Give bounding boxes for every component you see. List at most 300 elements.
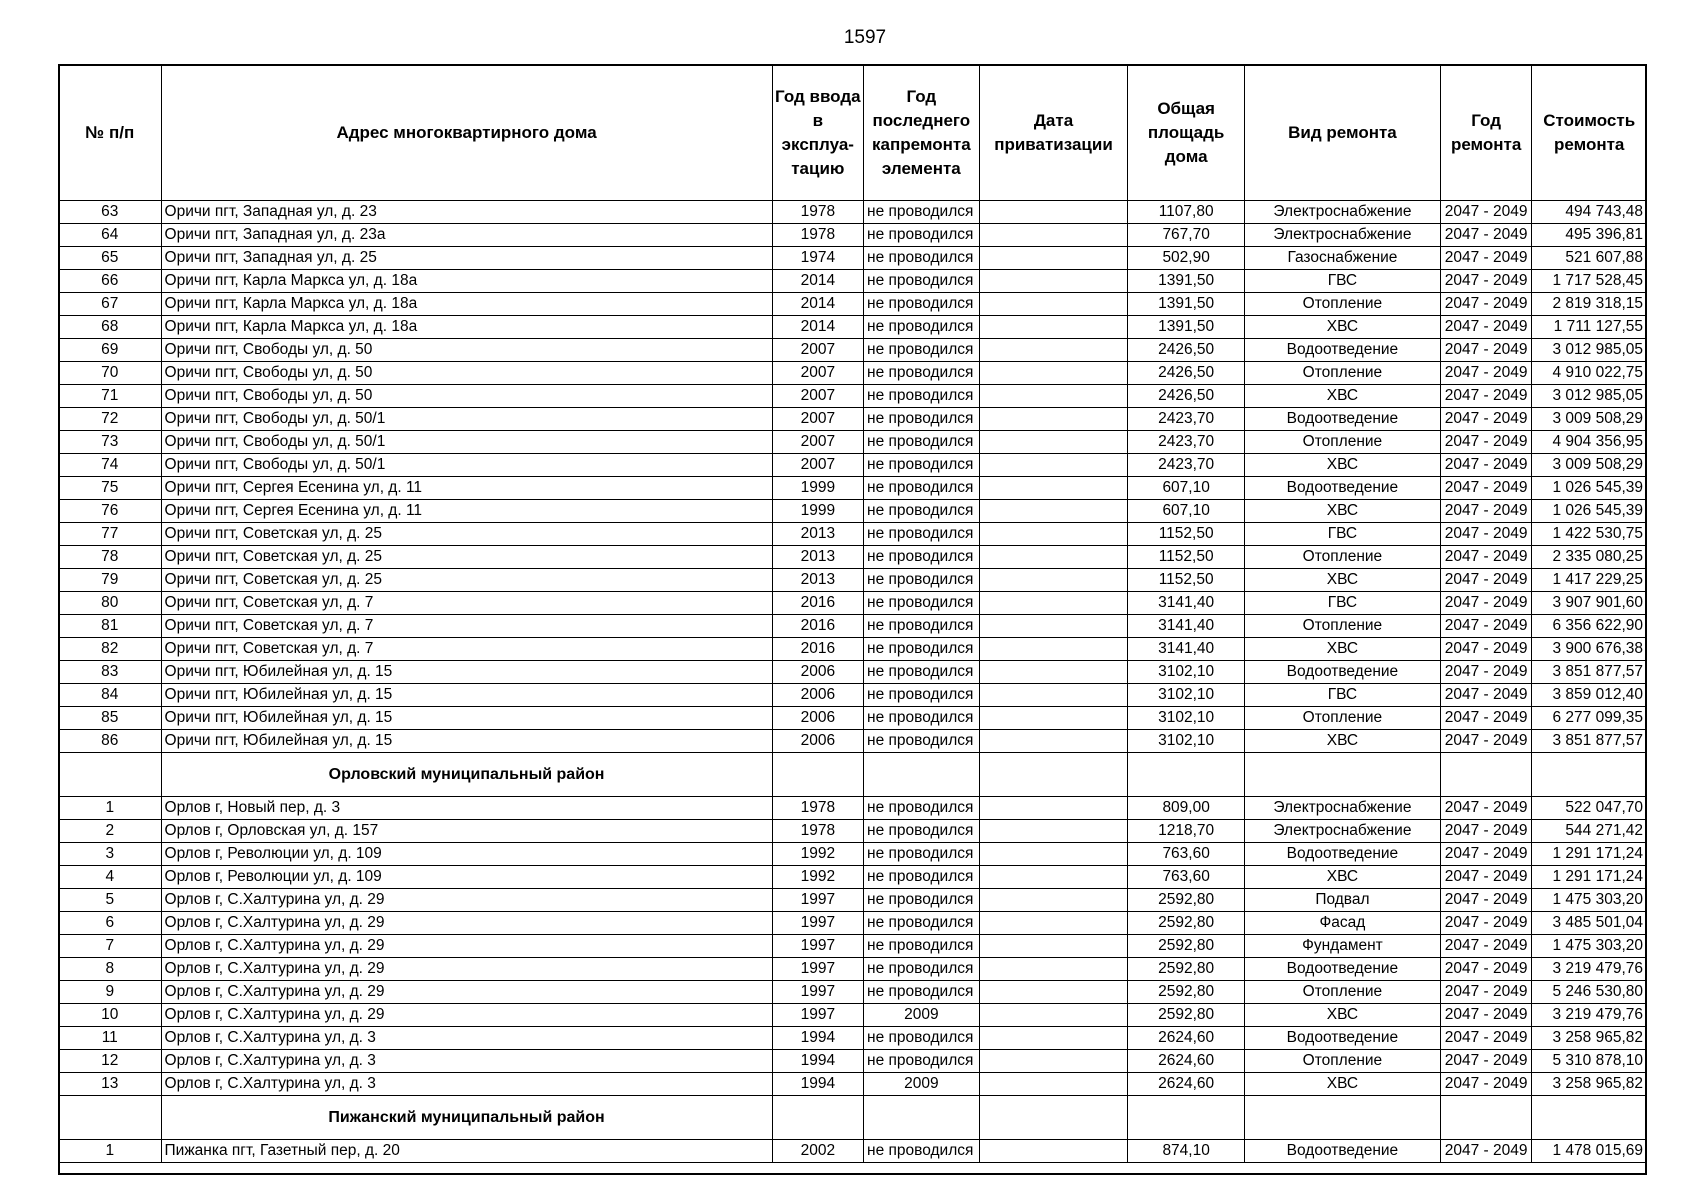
page-number: 1597 (843, 27, 887, 48)
address-cell: Орлов г, Новый пер, д. 3 (161, 797, 772, 820)
area-cell: 2426,50 (1128, 339, 1245, 362)
header-address: Адрес многоквартирного дома (161, 65, 772, 201)
section-empty-cell (59, 753, 162, 797)
cost-cell: 3 258 965,82 (1532, 1027, 1647, 1050)
repair-year-cell: 2047 - 2049 (1440, 1027, 1531, 1050)
repair-kind-cell: Электроснабжение (1244, 820, 1440, 843)
repair-year-cell: 2047 - 2049 (1440, 500, 1531, 523)
section-empty-cell (1440, 1096, 1531, 1140)
area-cell: 1391,50 (1128, 316, 1245, 339)
commission-year-cell: 2006 (772, 707, 863, 730)
repair-year-cell: 2047 - 2049 (1440, 454, 1531, 477)
last-repair-cell: не проводился (864, 684, 980, 707)
repair-year-cell: 2047 - 2049 (1440, 385, 1531, 408)
privatization-cell (979, 1004, 1128, 1027)
address-cell: Оричи пгт, Юбилейная ул, д. 15 (161, 684, 772, 707)
cost-cell: 521 607,88 (1532, 247, 1647, 270)
last-repair-cell: не проводился (864, 866, 980, 889)
last-repair-cell: не проводился (864, 638, 980, 661)
repair-year-cell: 2047 - 2049 (1440, 1073, 1531, 1096)
cost-cell: 3 907 901,60 (1532, 592, 1647, 615)
repair-kind-cell: ХВС (1244, 1004, 1440, 1027)
cost-cell: 1 475 303,20 (1532, 935, 1647, 958)
cost-cell: 544 271,42 (1532, 820, 1647, 843)
section-empty-cell (1244, 753, 1440, 797)
repair-kind-cell: Отопление (1244, 362, 1440, 385)
last-repair-cell: не проводился (864, 1027, 980, 1050)
row-number: 79 (59, 569, 162, 592)
repair-year-cell: 2047 - 2049 (1440, 661, 1531, 684)
cost-cell: 2 335 080,25 (1532, 546, 1647, 569)
repair-year-cell: 2047 - 2049 (1440, 820, 1531, 843)
repair-registry-table (58, 64, 1647, 1163)
table-row (59, 843, 1647, 866)
commission-year-cell: 1994 (772, 1073, 863, 1096)
address-cell: Оричи пгт, Советская ул, д. 25 (161, 569, 772, 592)
address-cell: Орлов г, Революции ул, д. 109 (161, 843, 772, 866)
row-number: 72 (59, 408, 162, 431)
address-cell: Оричи пгт, Юбилейная ул, д. 15 (161, 730, 772, 753)
row-number: 73 (59, 431, 162, 454)
address-cell: Орлов г, Революции ул, д. 109 (161, 866, 772, 889)
repair-kind-cell: Электроснабжение (1244, 797, 1440, 820)
privatization-cell (979, 912, 1128, 935)
repair-kind-cell: ХВС (1244, 638, 1440, 661)
commission-year-cell: 2007 (772, 362, 863, 385)
table-row (59, 661, 1647, 684)
address-cell: Оричи пгт, Западная ул, д. 25 (161, 247, 772, 270)
last-repair-cell: не проводился (864, 958, 980, 981)
repair-kind-cell: Отопление (1244, 546, 1440, 569)
last-repair-cell: не проводился (864, 408, 980, 431)
privatization-cell (979, 362, 1128, 385)
privatization-cell (979, 224, 1128, 247)
commission-year-cell: 1997 (772, 935, 863, 958)
repair-kind-cell: ГВС (1244, 684, 1440, 707)
repair-year-cell: 2047 - 2049 (1440, 569, 1531, 592)
table-row (59, 707, 1647, 730)
area-cell: 874,10 (1128, 1140, 1245, 1163)
repair-kind-cell: Отопление (1244, 431, 1440, 454)
address-cell: Оричи пгт, Свободы ул, д. 50 (161, 362, 772, 385)
last-repair-cell: не проводился (864, 431, 980, 454)
repair-kind-cell: ХВС (1244, 385, 1440, 408)
commission-year-cell: 1994 (772, 1050, 863, 1073)
last-repair-cell: не проводился (864, 707, 980, 730)
last-repair-cell: не проводился (864, 293, 980, 316)
repair-year-cell: 2047 - 2049 (1440, 362, 1531, 385)
privatization-cell (979, 958, 1128, 981)
area-cell: 2423,70 (1128, 454, 1245, 477)
commission-year-cell: 2002 (772, 1140, 863, 1163)
table-row (59, 615, 1647, 638)
address-cell: Орлов г, С.Халтурина ул, д. 3 (161, 1027, 772, 1050)
commission-year-cell: 2013 (772, 546, 863, 569)
address-cell: Оричи пгт, Свободы ул, д. 50/1 (161, 454, 772, 477)
last-repair-cell: не проводился (864, 270, 980, 293)
table-row (59, 638, 1647, 661)
address-cell: Оричи пгт, Советская ул, д. 7 (161, 592, 772, 615)
repair-kind-cell: Водоотведение (1244, 843, 1440, 866)
cost-cell: 1 026 545,39 (1532, 477, 1647, 500)
privatization-cell (979, 1050, 1128, 1073)
repair-kind-cell: Подвал (1244, 889, 1440, 912)
area-cell: 2592,80 (1128, 912, 1245, 935)
last-repair-cell: не проводился (864, 1050, 980, 1073)
row-number: 1 (59, 1140, 162, 1163)
area-cell: 3141,40 (1128, 638, 1245, 661)
privatization-cell (979, 866, 1128, 889)
table-row (59, 730, 1647, 753)
last-repair-cell: не проводился (864, 339, 980, 362)
cost-cell: 3 219 479,76 (1532, 958, 1647, 981)
row-number: 9 (59, 981, 162, 1004)
repair-kind-cell: Отопление (1244, 293, 1440, 316)
table-row (59, 247, 1647, 270)
header-privatization: Дата приватизации (979, 65, 1128, 201)
area-cell: 763,60 (1128, 866, 1245, 889)
privatization-cell (979, 730, 1128, 753)
last-repair-cell: не проводился (864, 615, 980, 638)
repair-year-cell: 2047 - 2049 (1440, 866, 1531, 889)
address-cell: Орлов г, С.Халтурина ул, д. 29 (161, 889, 772, 912)
commission-year-cell: 2007 (772, 454, 863, 477)
repair-year-cell: 2047 - 2049 (1440, 638, 1531, 661)
table-row (59, 820, 1647, 843)
repair-kind-cell: Отопление (1244, 615, 1440, 638)
repair-year-cell: 2047 - 2049 (1440, 477, 1531, 500)
row-number: 68 (59, 316, 162, 339)
table-row (59, 477, 1647, 500)
area-cell: 3141,40 (1128, 615, 1245, 638)
cost-cell: 495 396,81 (1532, 224, 1647, 247)
cost-cell: 1 291 171,24 (1532, 843, 1647, 866)
row-number: 12 (59, 1050, 162, 1073)
row-number: 76 (59, 500, 162, 523)
area-cell: 767,70 (1128, 224, 1245, 247)
commission-year-cell: 1997 (772, 981, 863, 1004)
repair-kind-cell: Фасад (1244, 912, 1440, 935)
repair-year-cell: 2047 - 2049 (1440, 224, 1531, 247)
last-repair-cell: не проводился (864, 981, 980, 1004)
last-repair-cell: не проводился (864, 797, 980, 820)
row-number: 13 (59, 1073, 162, 1096)
commission-year-cell: 2014 (772, 316, 863, 339)
repair-year-cell: 2047 - 2049 (1440, 339, 1531, 362)
row-number: 85 (59, 707, 162, 730)
area-cell: 2624,60 (1128, 1050, 1245, 1073)
privatization-cell (979, 408, 1128, 431)
header-repair-kind: Вид ремонта (1244, 65, 1440, 201)
address-cell: Оричи пгт, Свободы ул, д. 50 (161, 385, 772, 408)
address-cell: Оричи пгт, Юбилейная ул, д. 15 (161, 661, 772, 684)
repair-year-cell: 2047 - 2049 (1440, 1004, 1531, 1027)
privatization-cell (979, 339, 1128, 362)
section-title: Орловский муниципальный район (161, 753, 772, 797)
area-cell: 2423,70 (1128, 408, 1245, 431)
address-cell: Оричи пгт, Сергея Есенина ул, д. 11 (161, 500, 772, 523)
section-row (59, 1096, 1647, 1140)
address-cell: Орлов г, С.Халтурина ул, д. 3 (161, 1050, 772, 1073)
row-number: 1 (59, 797, 162, 820)
area-cell: 763,60 (1128, 843, 1245, 866)
repair-kind-cell: ГВС (1244, 523, 1440, 546)
row-number: 4 (59, 866, 162, 889)
repair-year-cell: 2047 - 2049 (1440, 1140, 1531, 1163)
cost-cell: 1 711 127,55 (1532, 316, 1647, 339)
privatization-cell (979, 247, 1128, 270)
address-cell: Оричи пгт, Карла Маркса ул, д. 18а (161, 293, 772, 316)
commission-year-cell: 1994 (772, 1027, 863, 1050)
address-cell: Орлов г, С.Халтурина ул, д. 29 (161, 1004, 772, 1027)
table-row (59, 981, 1647, 1004)
repair-kind-cell: Водоотведение (1244, 477, 1440, 500)
address-cell: Оричи пгт, Юбилейная ул, д. 15 (161, 707, 772, 730)
area-cell: 2592,80 (1128, 935, 1245, 958)
row-number: 6 (59, 912, 162, 935)
table-row (59, 201, 1647, 224)
area-cell: 2426,50 (1128, 362, 1245, 385)
table-row (59, 523, 1647, 546)
row-number: 77 (59, 523, 162, 546)
commission-year-cell: 1997 (772, 1004, 863, 1027)
address-cell: Оричи пгт, Свободы ул, д. 50 (161, 339, 772, 362)
section-empty-cell (979, 1096, 1128, 1140)
commission-year-cell: 2016 (772, 592, 863, 615)
address-cell: Оричи пгт, Свободы ул, д. 50/1 (161, 431, 772, 454)
table-row (59, 1004, 1647, 1027)
table-body (59, 201, 1647, 1163)
repair-kind-cell: Водоотведение (1244, 1140, 1440, 1163)
privatization-cell (979, 820, 1128, 843)
table-row (59, 592, 1647, 615)
row-number: 65 (59, 247, 162, 270)
last-repair-cell: не проводился (864, 362, 980, 385)
cost-cell: 4 910 022,75 (1532, 362, 1647, 385)
commission-year-cell: 2006 (772, 684, 863, 707)
area-cell: 1391,50 (1128, 293, 1245, 316)
row-number: 70 (59, 362, 162, 385)
repair-kind-cell: ХВС (1244, 1073, 1440, 1096)
repair-year-cell: 2047 - 2049 (1440, 201, 1531, 224)
area-cell: 3102,10 (1128, 707, 1245, 730)
cost-cell: 2 819 318,15 (1532, 293, 1647, 316)
cost-cell: 1 422 530,75 (1532, 523, 1647, 546)
repair-year-cell: 2047 - 2049 (1440, 293, 1531, 316)
repair-year-cell: 2047 - 2049 (1440, 981, 1531, 1004)
privatization-cell (979, 270, 1128, 293)
cost-cell: 6 356 622,90 (1532, 615, 1647, 638)
commission-year-cell: 1992 (772, 866, 863, 889)
last-repair-cell: не проводился (864, 546, 980, 569)
repair-year-cell: 2047 - 2049 (1440, 615, 1531, 638)
repair-kind-cell: Отопление (1244, 1050, 1440, 1073)
address-cell: Оричи пгт, Карла Маркса ул, д. 18а (161, 270, 772, 293)
privatization-cell (979, 661, 1128, 684)
repair-kind-cell: ХВС (1244, 316, 1440, 339)
section-empty-cell (1532, 1096, 1647, 1140)
table-row (59, 569, 1647, 592)
row-number: 71 (59, 385, 162, 408)
address-cell: Орлов г, С.Халтурина ул, д. 3 (161, 1073, 772, 1096)
last-repair-cell: не проводился (864, 500, 980, 523)
repair-year-cell: 2047 - 2049 (1440, 431, 1531, 454)
row-number: 86 (59, 730, 162, 753)
table-row (59, 546, 1647, 569)
commission-year-cell: 2007 (772, 339, 863, 362)
repair-kind-cell: ХВС (1244, 730, 1440, 753)
repair-year-cell: 2047 - 2049 (1440, 316, 1531, 339)
commission-year-cell: 2013 (772, 523, 863, 546)
address-cell: Оричи пгт, Советская ул, д. 7 (161, 638, 772, 661)
row-number: 67 (59, 293, 162, 316)
repair-year-cell: 2047 - 2049 (1440, 546, 1531, 569)
table-row (59, 431, 1647, 454)
repair-year-cell: 2047 - 2049 (1440, 730, 1531, 753)
address-cell: Оричи пгт, Свободы ул, д. 50/1 (161, 408, 772, 431)
repair-kind-cell: Водоотведение (1244, 1027, 1440, 1050)
privatization-cell (979, 1073, 1128, 1096)
commission-year-cell: 2016 (772, 638, 863, 661)
address-cell: Орлов г, С.Халтурина ул, д. 29 (161, 981, 772, 1004)
area-cell: 1391,50 (1128, 270, 1245, 293)
table-row (59, 408, 1647, 431)
address-cell: Орлов г, С.Халтурина ул, д. 29 (161, 935, 772, 958)
section-empty-cell (1244, 1096, 1440, 1140)
area-cell: 607,10 (1128, 500, 1245, 523)
table-row (59, 1140, 1647, 1163)
address-cell: Орлов г, Орловская ул, д. 157 (161, 820, 772, 843)
section-empty-cell (1532, 753, 1647, 797)
repair-year-cell: 2047 - 2049 (1440, 247, 1531, 270)
last-repair-cell: не проводился (864, 843, 980, 866)
address-cell: Оричи пгт, Карла Маркса ул, д. 18а (161, 316, 772, 339)
commission-year-cell: 2013 (772, 569, 863, 592)
repair-year-cell: 2047 - 2049 (1440, 958, 1531, 981)
area-cell: 2423,70 (1128, 431, 1245, 454)
address-cell: Оричи пгт, Западная ул, д. 23 (161, 201, 772, 224)
section-empty-cell (772, 1096, 863, 1140)
address-cell: Оричи пгт, Сергея Есенина ул, д. 11 (161, 477, 772, 500)
commission-year-cell: 2007 (772, 408, 863, 431)
row-number: 83 (59, 661, 162, 684)
privatization-cell (979, 981, 1128, 1004)
repair-year-cell: 2047 - 2049 (1440, 408, 1531, 431)
commission-year-cell: 1997 (772, 912, 863, 935)
repair-kind-cell: ХВС (1244, 569, 1440, 592)
section-empty-cell (59, 1096, 162, 1140)
privatization-cell (979, 684, 1128, 707)
address-cell: Оричи пгт, Советская ул, д. 7 (161, 615, 772, 638)
header-year-commission: Год ввода в эксплуа- тацию (772, 65, 863, 201)
section-empty-cell (864, 1096, 980, 1140)
cost-cell: 3 485 501,04 (1532, 912, 1647, 935)
row-number: 7 (59, 935, 162, 958)
cost-cell: 1 417 229,25 (1532, 569, 1647, 592)
table-row (59, 935, 1647, 958)
commission-year-cell: 1997 (772, 958, 863, 981)
commission-year-cell: 2007 (772, 431, 863, 454)
privatization-cell (979, 201, 1128, 224)
cost-cell: 1 475 303,20 (1532, 889, 1647, 912)
privatization-cell (979, 889, 1128, 912)
section-empty-cell (1440, 753, 1531, 797)
header-num: № п/п (59, 65, 162, 201)
header-area: Общая площадь дома (1128, 65, 1245, 201)
cost-cell: 4 904 356,95 (1532, 431, 1647, 454)
last-repair-cell: не проводился (864, 889, 980, 912)
cost-cell: 5 310 878,10 (1532, 1050, 1647, 1073)
row-number: 84 (59, 684, 162, 707)
privatization-cell (979, 385, 1128, 408)
repair-kind-cell: Электроснабжение (1244, 224, 1440, 247)
privatization-cell (979, 1027, 1128, 1050)
address-cell: Орлов г, С.Халтурина ул, д. 29 (161, 958, 772, 981)
table-row (59, 339, 1647, 362)
row-number: 74 (59, 454, 162, 477)
section-empty-cell (1128, 753, 1245, 797)
repair-kind-cell: Водоотведение (1244, 408, 1440, 431)
area-cell: 3102,10 (1128, 661, 1245, 684)
table-row (59, 500, 1647, 523)
area-cell: 3102,10 (1128, 730, 1245, 753)
last-repair-cell: не проводился (864, 730, 980, 753)
table-row (59, 889, 1647, 912)
commission-year-cell: 1992 (772, 843, 863, 866)
area-cell: 502,90 (1128, 247, 1245, 270)
row-number: 3 (59, 843, 162, 866)
last-repair-cell: не проводился (864, 247, 980, 270)
commission-year-cell: 2006 (772, 730, 863, 753)
table-row (59, 454, 1647, 477)
repair-kind-cell: ХВС (1244, 500, 1440, 523)
row-number: 75 (59, 477, 162, 500)
area-cell: 3141,40 (1128, 592, 1245, 615)
cost-cell: 1 291 171,24 (1532, 866, 1647, 889)
table-row (59, 270, 1647, 293)
row-number: 2 (59, 820, 162, 843)
repair-kind-cell: Водоотведение (1244, 958, 1440, 981)
area-cell: 2624,60 (1128, 1027, 1245, 1050)
cost-cell: 3 258 965,82 (1532, 1073, 1647, 1096)
area-cell: 3102,10 (1128, 684, 1245, 707)
cost-cell: 5 246 530,80 (1532, 981, 1647, 1004)
row-number: 69 (59, 339, 162, 362)
last-repair-cell: 2009 (864, 1073, 980, 1096)
repair-year-cell: 2047 - 2049 (1440, 889, 1531, 912)
area-cell: 2592,80 (1128, 1004, 1245, 1027)
privatization-cell (979, 316, 1128, 339)
row-number: 63 (59, 201, 162, 224)
last-repair-cell: не проводился (864, 316, 980, 339)
last-repair-cell: не проводился (864, 935, 980, 958)
repair-year-cell: 2047 - 2049 (1440, 684, 1531, 707)
repair-kind-cell: Электроснабжение (1244, 201, 1440, 224)
commission-year-cell: 2014 (772, 293, 863, 316)
address-cell: Оричи пгт, Советская ул, д. 25 (161, 523, 772, 546)
cost-cell: 3 009 508,29 (1532, 408, 1647, 431)
cost-cell: 3 851 877,57 (1532, 730, 1647, 753)
privatization-cell (979, 569, 1128, 592)
privatization-cell (979, 1140, 1128, 1163)
privatization-cell (979, 638, 1128, 661)
repair-year-cell: 2047 - 2049 (1440, 270, 1531, 293)
header-cost: Стоимость ремонта (1532, 65, 1647, 201)
row-number: 78 (59, 546, 162, 569)
repair-kind-cell: Газоснабжение (1244, 247, 1440, 270)
privatization-cell (979, 454, 1128, 477)
repair-year-cell: 2047 - 2049 (1440, 523, 1531, 546)
